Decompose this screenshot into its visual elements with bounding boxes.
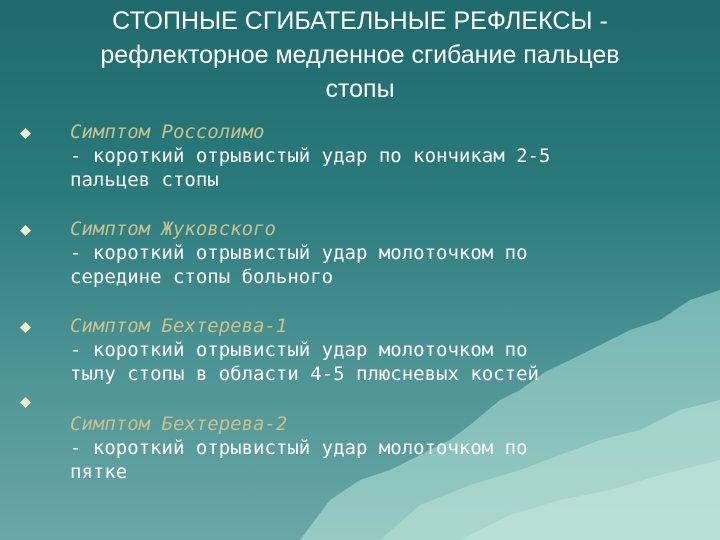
description-line: середине стопы больного: [70, 266, 334, 288]
title-line: СТОПНЫЕ СГИБАТЕЛЬНЫЕ РЕФЛЕКСЫ -: [112, 7, 608, 35]
description-line: тылу стопы в области 4-5 плюсневых костей: [70, 363, 539, 385]
slide-title: [40, 4, 680, 106]
symptom-name: Симптом Бехтерева-2: [70, 413, 288, 435]
description-line: пальцев стопы: [70, 169, 219, 191]
diamond-bullet-icon: [20, 397, 31, 408]
diamond-bullet-icon: [20, 225, 31, 236]
symptom-description: [70, 338, 690, 386]
symptom-name: Симптом Бехтерева-1: [70, 315, 288, 337]
symptom-name: Симптом Жуковского: [70, 218, 276, 240]
title-line: рефлекторное медленное сгибание пальцев: [100, 41, 620, 69]
description-line: пятке: [70, 461, 128, 483]
diamond-bullet-icon: [20, 128, 31, 139]
description-line: - короткий отрывистый удар молоточком по: [70, 242, 528, 264]
diamond-bullet-icon: [20, 322, 31, 333]
symptom-description: [70, 436, 690, 484]
symptom-description: [70, 241, 690, 289]
symptom-name: Симптом Россолимо: [70, 121, 265, 143]
description-line: - короткий отрывистый удар молоточком по: [70, 339, 528, 361]
symptom-description: [70, 144, 690, 192]
description-line: - короткий отрывистый удар молоточком по: [70, 437, 528, 459]
description-line: - короткий отрывистый удар по кончикам 2-5: [70, 145, 551, 167]
title-line: стопы: [325, 75, 395, 103]
